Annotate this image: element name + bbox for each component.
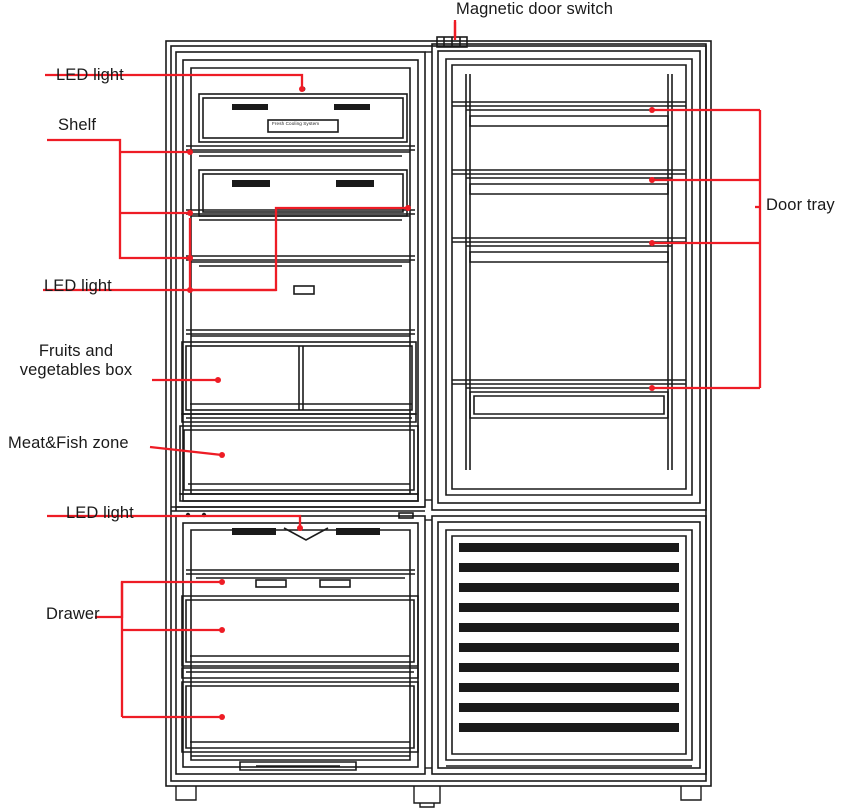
- leader-door-tray: [652, 110, 760, 388]
- callout-dots: [187, 86, 655, 720]
- label-door-tray: Door tray: [766, 196, 835, 214]
- label-led-light-top: LED light: [56, 66, 124, 84]
- label-magnetic-door-switch: Magnetic door switch: [456, 0, 613, 18]
- label-led-light-freezer: LED light: [66, 504, 134, 522]
- leader-drawer: [95, 582, 222, 717]
- label-drawer: Drawer: [46, 605, 100, 623]
- cooling-panel-text: Fresh Cooling System: [272, 121, 320, 126]
- label-fruits-line-2: vegetables box: [19, 361, 133, 380]
- label-led-light-middle: LED light: [44, 277, 112, 295]
- label-meat-and-fish-zone: Meat&Fish zone: [8, 434, 129, 452]
- leader-shelf: [47, 140, 190, 258]
- label-fruits-line-1: Fruits and: [38, 342, 114, 360]
- leader-meat-and-fish-zone: [150, 447, 222, 455]
- label-shelf: Shelf: [58, 116, 97, 134]
- label-fruits-and-vegetables-box: [0, 342, 152, 381]
